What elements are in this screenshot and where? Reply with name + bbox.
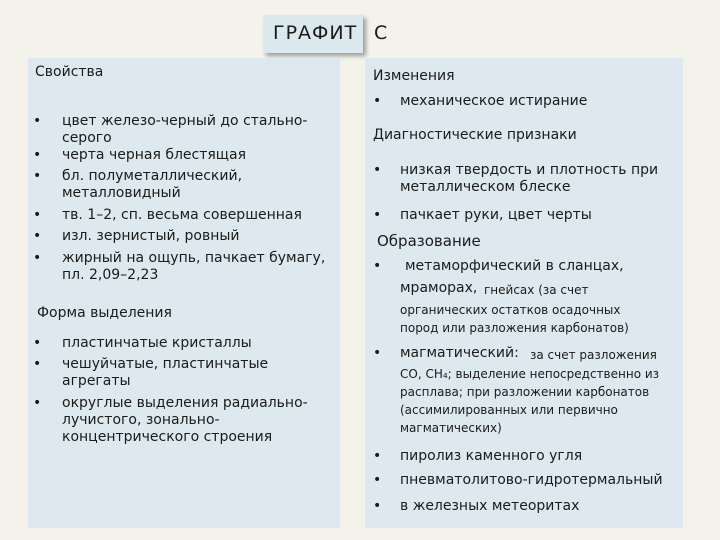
formation-item: пневматолитово-гидротермальный: [400, 472, 663, 488]
diagnostic-item: пачкает руки, цвет черты: [400, 207, 592, 223]
property-item: тв. 1–2, сп. весьма совершенная: [62, 207, 302, 223]
magmatic-line-1b: за счет разложения: [530, 348, 657, 362]
formation-heading: Образование: [377, 232, 481, 250]
bullet-icon: •: [373, 207, 382, 223]
diagnostic-item: низкая твердость и плотность при металлическом блеске: [400, 162, 659, 195]
diagnostics-heading: Диагностические признаки: [373, 127, 577, 143]
form-heading: Форма выделения: [37, 305, 172, 321]
bullet-icon: •: [373, 93, 382, 109]
magmatic-line-4: (ассимилированных или первично: [400, 403, 618, 417]
mineral-title: ГРАФИТ: [273, 22, 358, 44]
bullet-icon: •: [373, 162, 382, 178]
form-item: округлые выделения радиально- лучистого, зонально- концентрического строения: [62, 395, 308, 445]
form-item: пластинчатые кристаллы: [62, 335, 252, 351]
bullet-icon: •: [373, 472, 382, 488]
magmatic-line-5: магматических): [400, 421, 502, 435]
bullet-icon: •: [33, 113, 42, 129]
changes-heading: Изменения: [373, 68, 455, 84]
magmatic-line-3: расплава; при разложении карбонатов: [400, 385, 650, 399]
formation-item: пиролиз каменного угля: [400, 448, 583, 464]
bullet-icon: •: [33, 250, 42, 266]
bullet-icon: •: [373, 345, 382, 361]
bullet-icon: •: [373, 448, 382, 464]
property-item: изл. зернистый, ровный: [62, 228, 240, 244]
magmatic-line-1a: магматический:: [400, 345, 519, 361]
metamorphic-line-4: пород или разложения карбонатов): [400, 321, 629, 335]
bullet-icon: •: [33, 147, 42, 163]
bullet-icon: •: [33, 335, 42, 351]
bullet-icon: •: [373, 258, 382, 274]
property-item: бл. полуметаллический, металловидный: [62, 168, 243, 201]
bullet-icon: •: [33, 168, 42, 184]
bullet-icon: •: [33, 228, 42, 244]
property-item: жирный на ощупь, пачкает бумагу, пл. 2,09–2,23: [62, 250, 326, 283]
changes-item: механическое истирание: [400, 93, 588, 109]
properties-heading: Свойства: [35, 64, 104, 80]
metamorphic-line-2a: мраморах,: [400, 280, 478, 296]
metamorphic-line-3: органических остатков осадочных: [400, 303, 621, 317]
form-item: чешуйчатые, пластинчатые агрегаты: [62, 356, 269, 389]
metamorphic-line-2b: гнейсах (за счет: [484, 283, 589, 297]
property-item: цвет железо-черный до стально- серого: [62, 113, 308, 146]
bullet-icon: •: [33, 356, 42, 372]
magmatic-line-2: СО, СН₄; выделение непосредственно из: [400, 367, 660, 381]
metamorphic-line-1: метаморфический в сланцах,: [405, 258, 624, 274]
bullet-icon: •: [33, 207, 42, 223]
property-item: черта черная блестящая: [62, 147, 246, 163]
bullet-icon: •: [33, 395, 42, 411]
bullet-icon: •: [373, 498, 382, 514]
mineral-formula: C: [374, 22, 389, 44]
formation-item: в железных метеоритах: [400, 498, 580, 514]
